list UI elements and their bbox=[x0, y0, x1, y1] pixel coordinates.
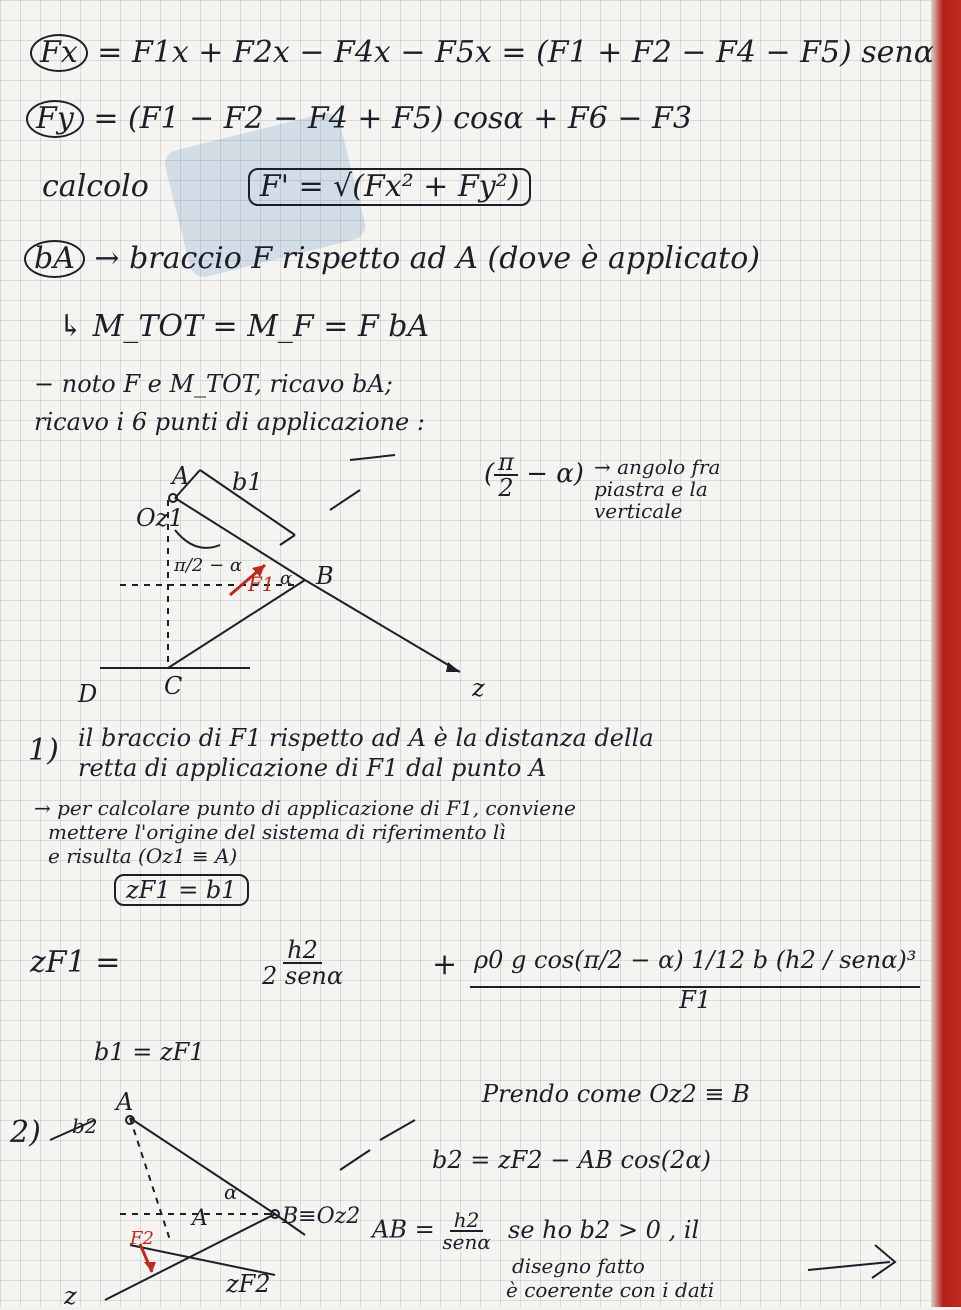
label-angle: π/2 − α bbox=[174, 555, 243, 576]
label-zf2: zF2 bbox=[226, 1270, 271, 1298]
label-b2: b2 bbox=[72, 1114, 98, 1138]
zf1-term1: $\frac{h2}{\text{2 senα}}$ bbox=[262, 936, 344, 990]
label-f2: F2 bbox=[130, 1228, 154, 1249]
point-2-number: 2) bbox=[10, 1115, 41, 1150]
ba-rhs: → braccio F rispetto ad A (dove è applicato) bbox=[94, 241, 760, 276]
label-a-2: A bbox=[116, 1088, 134, 1116]
fy-circled: Fy bbox=[26, 100, 84, 138]
calcolo-label: calcolo bbox=[42, 169, 149, 204]
ba-circled: bA bbox=[24, 240, 85, 278]
point-1-number: 1) bbox=[28, 733, 59, 768]
point-1-text-b: retta di applicazione di F1 dal punto A bbox=[78, 754, 547, 782]
label-a-inner: A bbox=[192, 1206, 208, 1231]
label-z-2: z bbox=[64, 1282, 77, 1310]
label-d: D bbox=[78, 680, 98, 708]
label-alpha-2: α bbox=[224, 1180, 238, 1204]
ab-eq: AB = $\frac{h2}{\text{senα}}$ bbox=[372, 1208, 491, 1254]
label-b-oz2: B≡Oz2 bbox=[282, 1204, 361, 1229]
prendo-line: Prendo come Oz2 ≡ B bbox=[482, 1080, 750, 1108]
fx-circled: Fx bbox=[30, 34, 88, 72]
angle-note: → angolo fra piastra e la verticale bbox=[594, 455, 721, 523]
zf1-b1-box: zF1 = b1 bbox=[114, 874, 249, 906]
ricavo-line: ricavo i 6 punti di applicazione : bbox=[34, 408, 425, 436]
label-c: C bbox=[164, 672, 183, 700]
calc-line-c: e risulta (Oz1 ≡ A) bbox=[48, 844, 238, 868]
b1-eq: b1 = zF1 bbox=[94, 1038, 205, 1066]
fx-rhs: = F1x + F2x − F4x − F5x = (F1 + F2 − F4 − F5) senα bbox=[97, 35, 934, 70]
angle-expression: ( $\frac{\pi}{2}$ − α) bbox=[484, 448, 584, 502]
label-a: A bbox=[172, 462, 190, 490]
noto-line: − noto F e M_TOT, ricavo bA; bbox=[34, 370, 393, 398]
calc-line-a: → per calcolare punto di applicazione di F1, conviene bbox=[34, 796, 576, 820]
zf1-lhs: zF1 = bbox=[30, 945, 121, 980]
label-f1: F1 bbox=[248, 572, 275, 596]
zf1-term2: $\frac{\text{ρ0 g cos(π/2 − α) 1/12 b (h2 / senα)³}}{F1}$ bbox=[470, 948, 920, 1012]
disegno-line-a: disegno fatto bbox=[512, 1254, 645, 1278]
plate-ab-2 bbox=[130, 1118, 275, 1214]
label-alpha: α bbox=[280, 568, 293, 589]
point-1-text-a: il braccio di F1 rispetto ad A è la distanza della bbox=[78, 724, 654, 752]
resultant-box: F' = √(Fx² + Fy²) bbox=[248, 168, 532, 206]
label-z: z bbox=[472, 674, 485, 702]
se-ho-line: se ho b2 > 0 , il bbox=[508, 1216, 700, 1244]
moment-line: ↳ M_TOT = M_F = F bA bbox=[58, 309, 430, 344]
label-b1: b1 bbox=[232, 468, 263, 496]
b2-eq: b2 = zF2 − AB cos(2α) bbox=[432, 1146, 711, 1174]
calc-line-b: mettere l'origine del sistema di riferimento lì bbox=[48, 820, 506, 844]
label-oz1: Oz1 bbox=[136, 504, 184, 532]
zf1-plus: + bbox=[432, 947, 458, 982]
label-b: B bbox=[316, 562, 334, 590]
disegno-line-b: è coerente con i dati bbox=[506, 1278, 715, 1302]
fy-rhs: = (F1 − F2 − F4 + F5) cosα + F6 − F3 bbox=[93, 101, 692, 136]
